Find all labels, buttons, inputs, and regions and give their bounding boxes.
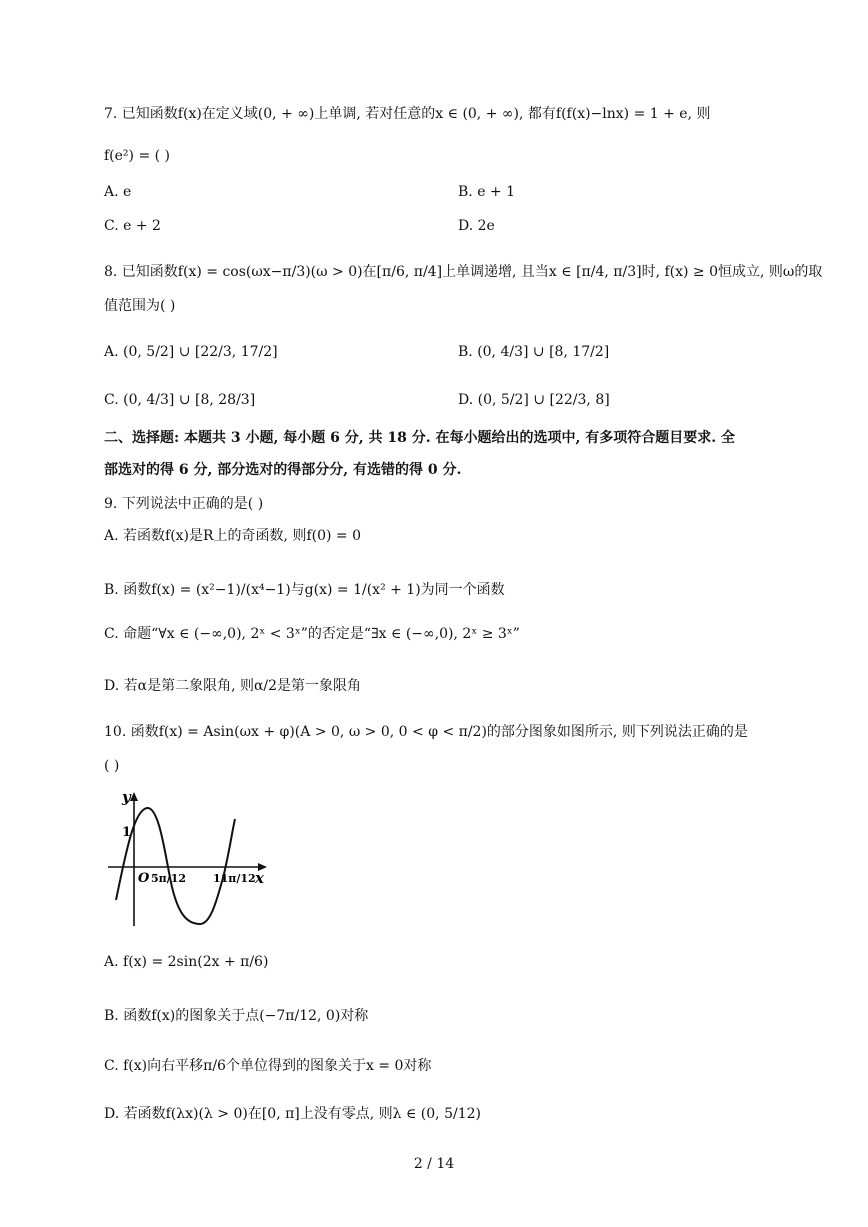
sine-graph — [104, 782, 274, 932]
q7-option-b: B. e + 1 — [458, 184, 516, 200]
section2-instructions-line1: 二、选择题: 本题共 3 小题, 每小题 6 分, 共 18 分. 在每小题给出的选项中, 有多项符合题目要求. 全 — [104, 430, 735, 446]
y-axis-arrow — [130, 792, 138, 801]
y-axis-label: y — [122, 788, 131, 806]
q7-stem-line2: f(e²) = ( ) — [104, 148, 171, 164]
q9-stem: 9. 下列说法中正确的是( ) — [104, 496, 264, 512]
q10-option-c: C. f(x)向右平移π/6个单位得到的图象关于x = 0对称 — [104, 1058, 432, 1074]
section2-instructions-line2: 部选对的得 6 分, 部分选对的得部分分, 有选错的得 0 分. — [104, 462, 462, 478]
q8-stem-line1: 8. 已知函数f(x) = cos(ωx−π/3)(ω > 0)在[π/6, π/4]上单调递增, 且当x ∈ [π/4, π/3]时, f(x) ≥ 0恒成立, 则ω的取 — [104, 264, 823, 280]
q10-stem-line2: ( ) — [104, 758, 120, 774]
q8-stem-line2: 值范围为( ) — [104, 298, 176, 314]
q8-option-b: B. (0, 4/3] ∪ [8, 17/2] — [458, 344, 610, 360]
x-tick-label-11pi12: 11π/12 — [213, 872, 256, 885]
origin-label: O — [138, 871, 150, 886]
q10-option-a: A. f(x) = 2sin(2x + π/6) — [104, 954, 269, 970]
q9-option-c: C. 命题“∀x ∈ (−∞,0), 2ˣ < 3ˣ”的否定是“∃x ∈ (−∞,0), 2ˣ ≥ 3ˣ” — [104, 626, 520, 642]
q7-option-d: D. 2e — [458, 218, 495, 234]
q8-option-d: D. (0, 5/2] ∪ [22/3, 8] — [458, 392, 610, 408]
q7-option-a: A. e — [104, 184, 132, 200]
x-axis-label: x — [255, 869, 264, 887]
q7-option-c: C. e + 2 — [104, 218, 161, 234]
q10-stem-line1: 10. 函数f(x) = Asin(ωx + φ)(A > 0, ω > 0, 0 < φ < π/2)的部分图象如图所示, 则下列说法正确的是 — [104, 724, 748, 740]
page-number: 2 / 14 — [413, 1156, 455, 1172]
q7-stem-line1: 7. 已知函数f(x)在定义域(0, + ∞)上单调, 若对任意的x ∈ (0, + ∞), 都有f(f(x)−lnx) = 1 + e, 则 — [104, 106, 711, 122]
q9-option-d: D. 若α是第二象限角, 则α/2是第一象限角 — [104, 678, 362, 694]
q9-option-b: B. 函数f(x) = (x²−1)/(x⁴−1)与g(x) = 1/(x² + 1)为同一个函数 — [104, 582, 505, 598]
q10-option-b: B. 函数f(x)的图象关于点(−7π/12, 0)对称 — [104, 1008, 369, 1024]
y-tick-label: 1 — [122, 825, 132, 840]
q9-option-a: A. 若函数f(x)是R上的奇函数, 则f(0) = 0 — [104, 528, 362, 544]
x-tick-label-5pi12: 5π/12 — [151, 872, 187, 885]
q8-option-c: C. (0, 4/3] ∪ [8, 28/3] — [104, 392, 256, 408]
q8-option-a: A. (0, 5/2] ∪ [22/3, 17/2] — [104, 344, 278, 360]
q10-option-d: D. 若函数f(λx)(λ > 0)在[0, π]上没有零点, 则λ ∈ (0, 5/12) — [104, 1106, 481, 1122]
